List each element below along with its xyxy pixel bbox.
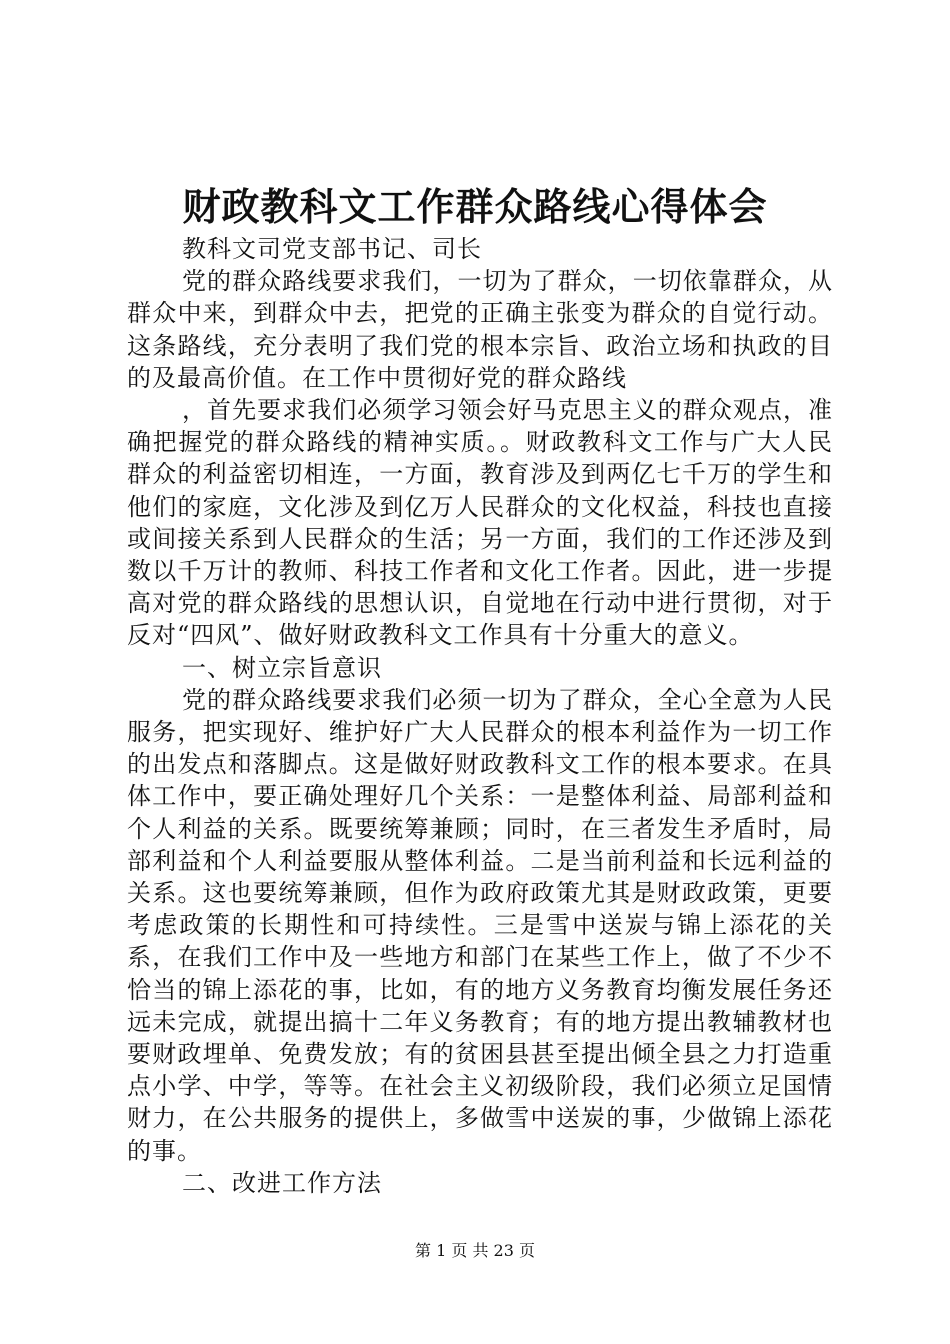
- document-title: 财政教科文工作群众路线心得体会: [182, 184, 768, 229]
- document-body: [127, 233, 833, 1199]
- section-heading: 一、树立宗旨意识: [182, 653, 382, 682]
- paragraph: ，首先要求我们必须学习领会好马克思主义的群众观点，准确把握党的群众路线的精神实质。。财政教科文工作与广大人民群众的利益密切相连，一方面，教育涉及到两亿七千万的学生和他们的家庭，文化涉及到亿万人民群众的文化权益，科技也直接或间接关系到人民群众的生活；另一方面，我们的工作还涉及到数以千万计的教师、科技工作者和文化工作者。因此，进一步提高对党的群众路线的思想认识，自觉地在行动中进行贯彻，对于反对“四风”、做好财政教科文工作具有十分重大的意义。: [127, 396, 833, 650]
- author-line: 教科文司党支部书记、司长: [182, 235, 482, 263]
- section-heading: 二、改进工作方法: [182, 1168, 382, 1197]
- page-number-footer: 第 1 页 共 23 页: [415, 1241, 535, 1260]
- paragraph: 党的群众路线要求我们必须一切为了群众，全心全意为人民服务，把实现好、维护好广大人民群众的根本利益作为一切工作的出发点和落脚点。这是做好财政教科文工作的根本要求。在具体工作中，要正确处理好几个关系：一是整体利益、局部利益和个人利益的关系。既要统筹兼顾；同时，在三者发生矛盾时，局部利益和个人利益要服从整体利益。二是当前利益和长远利益的关系。这也要统筹兼顾，但作为政府政策尤其是财政政策，更要考虑政策的长期性和可持续性。三是雪中送炭与锦上添花的关系，在我们工作中及一些地方和部门在某些工作上，做了不少不恰当的锦上添花的事，比如，有的地方义务教育均衡发展任务还远未完成，就提出搞十二年义务教育；有的地方提出教辅教材也要财政埋单、免费发放；有的贫困县甚至提出倾全县之力打造重点小学、中学，等等。在社会主义初级阶段，我们必须立足国情财力，在公共服务的提供上，多做雪中送炭的事，少做锦上添花的事。: [127, 685, 833, 1165]
- paragraph: 党的群众路线要求我们，一切为了群众，一切依靠群众，从群众中来，到群众中去，把党的正确主张变为群众的自觉行动。这条路线，充分表明了我们党的根本宗旨、政治立场和执政的目的及最高价值。在工作中贯彻好党的群众路线: [127, 267, 833, 392]
